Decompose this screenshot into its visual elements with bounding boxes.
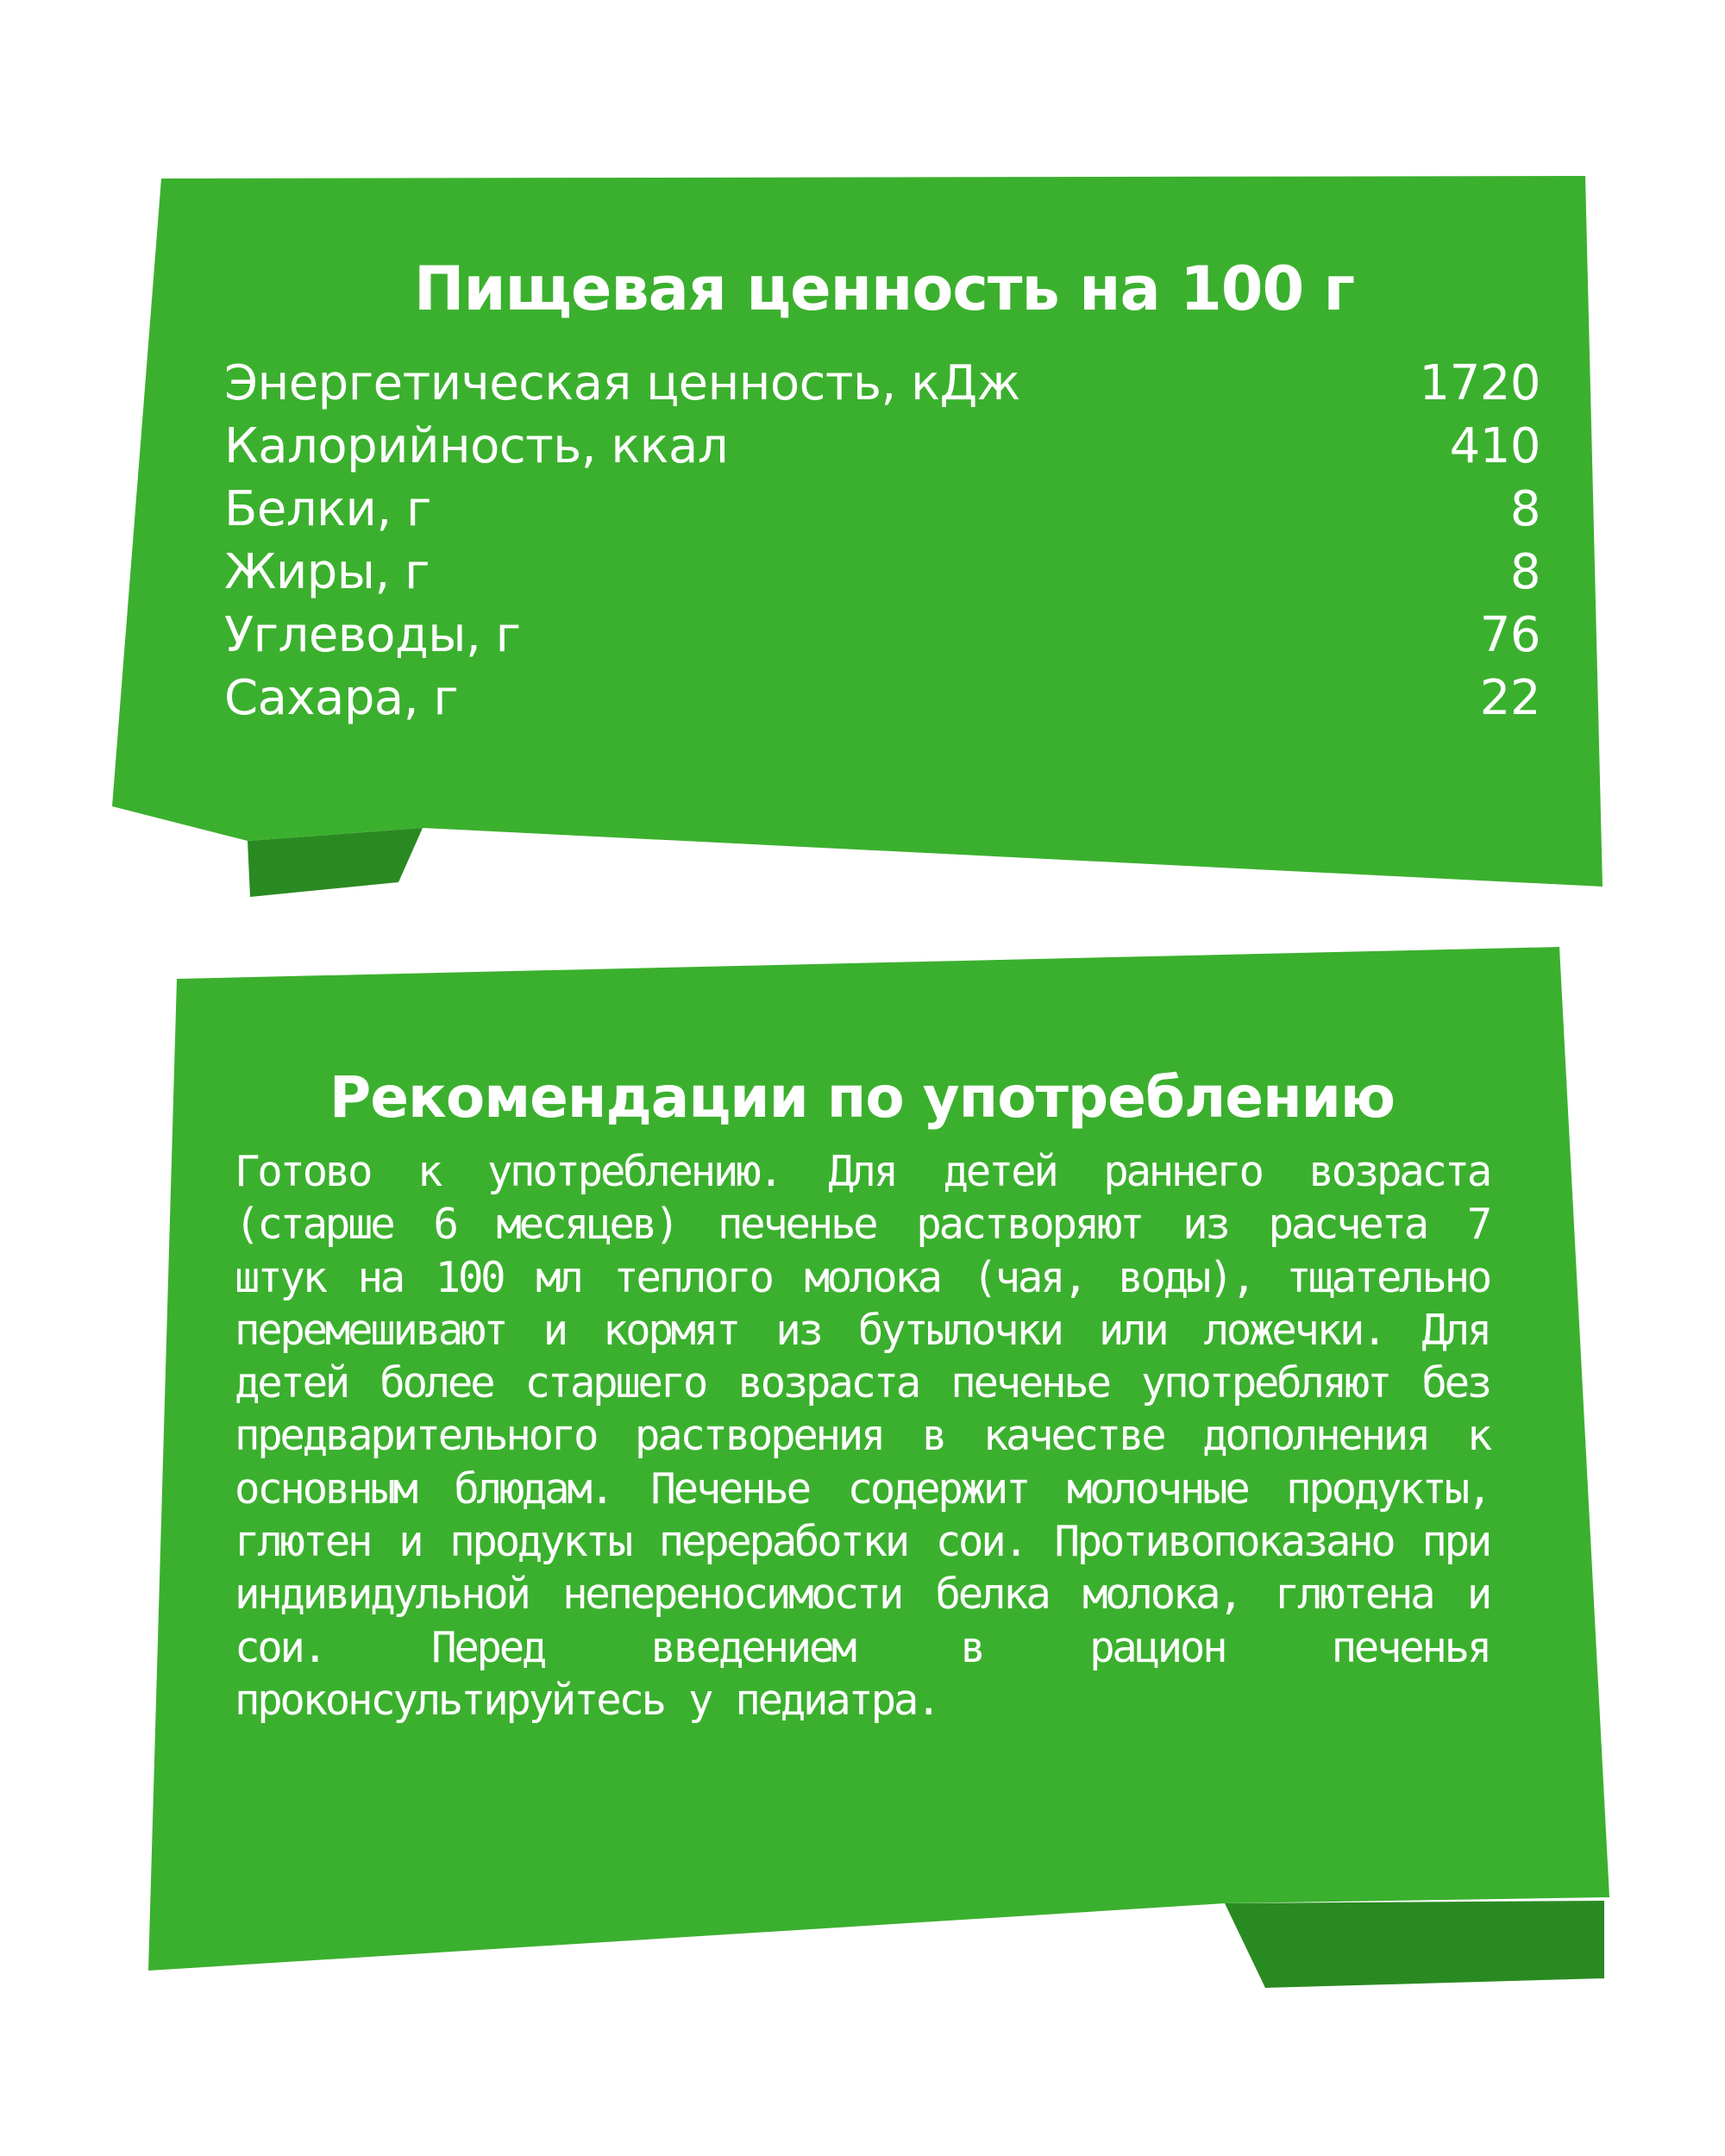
- nutrition-value: 1720: [1419, 355, 1540, 411]
- bottom-banner-fold: [1225, 1901, 1604, 1988]
- nutrition-value: 22: [1479, 670, 1540, 726]
- nutrition-row: [224, 478, 1544, 541]
- nutrition-label: Калорийность, ккал: [224, 418, 729, 474]
- usage-panel: [235, 1059, 1490, 1727]
- nutrition-row: [224, 667, 1544, 730]
- nutrition-value: 8: [1509, 481, 1540, 537]
- nutrition-value: 410: [1449, 418, 1540, 474]
- nutrition-label: Белки, г: [224, 481, 431, 537]
- nutrition-label: Сахара, г: [224, 670, 459, 726]
- nutrition-row: [224, 604, 1544, 667]
- nutrition-row: [224, 541, 1544, 604]
- nutrition-label: Энергетическая ценность, кДж: [224, 355, 1020, 411]
- nutrition-value: 8: [1509, 544, 1540, 600]
- usage-text: Готово к употреблению. Для детей раннего возраста (старше 6 месяцев) печенье растворяют из расчета 7 штук на 100 мл теплого молока (чая, воды), тщательно перемешивают и кормят из бутылочки или ложечки. Для детей более старшего возраста печенье употребляют без предварительного растворения в качестве дополнения к основным блюдам. Печенье содержит молочные продукты, глютен и продукты переработки сои. Противопоказано при индивидульной непереносимости белка молока, глютена и сои. Перед введением в рацион печенья проконсультируйтесь у педиатра.: [235, 1147, 1490, 1725]
- usage-title: Рекомендации по употреблению: [329, 1064, 1396, 1131]
- nutrition-value: 76: [1479, 607, 1540, 663]
- nutrition-row: [224, 352, 1544, 415]
- nutrition-label: Жиры, г: [224, 544, 430, 600]
- nutrition-label: Углеводы, г: [224, 607, 521, 663]
- nutrition-row: [224, 415, 1544, 478]
- nutrition-title: Пищевая ценность на 100 г: [413, 254, 1355, 324]
- nutrition-panel: [224, 250, 1544, 730]
